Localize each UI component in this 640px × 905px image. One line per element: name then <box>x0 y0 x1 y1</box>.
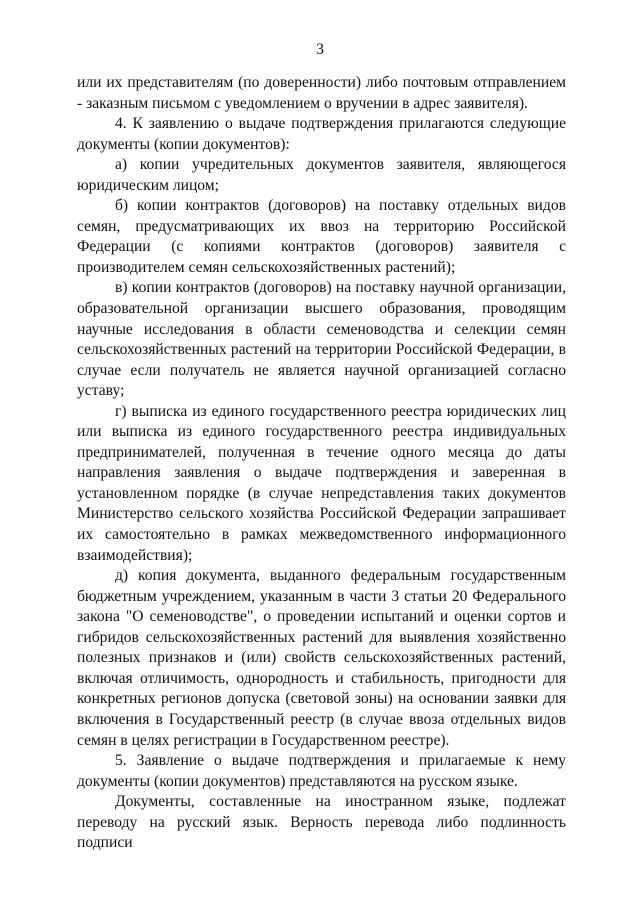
paragraph-item-5: 5. Заявление о выдаче подтверждения и прилагаемые к нему документы (копии документов) представляются на русском языке. <box>77 752 566 790</box>
document-body <box>77 73 566 854</box>
paragraph-subitem-v: в) копии контрактов (договоров) на поставку научной организации, образовательной организации высшего образования, проводящим научные исследования в области семеноводства и селекции семян сельскохозяйственных растений на территории Российской Федерации, в случае если получатель не является научной организацией согласно уставу; <box>77 279 566 400</box>
paragraph-item-4: 4. К заявлению о выдаче подтверждения прилагаются следующие документы (копии документов): <box>77 115 566 153</box>
paragraph-subitem-d: д) копия документа, выданного федеральным государственным бюджетным учреждением, указанным в части 3 статьи 20 Федерального закона "О семеноводстве", о проведении испытаний и оценки сортов и гибридов сельскохозяйственных растений для выявления хозяйственно полезных признаков и (или) свойств сельскохозяйственных растений, включая отличимость, однородность и стабильность, пригодности для конкретных регионов допуска (световой зоны) на основании заявки для включения в Государственный реестр (в случае ввоза отдельных видов семян в целях регистрации в Государственном реестре). <box>77 567 566 749</box>
paragraph-foreign-documents: Документы, составленные на иностранном языке, подлежат переводу на русский язык. Верность перевода либо подлинность подписи <box>77 793 566 852</box>
paragraph-intro-continuation: или их представителям (по доверенности) либо почтовым отправлением - заказным письмом с уведомлением о вручении в адрес заявителя). <box>77 74 566 112</box>
page-number: 3 <box>316 41 324 58</box>
paragraph-subitem-a: а) копии учредительных документов заявителя, являющегося юридическим лицом; <box>77 156 566 194</box>
paragraph-subitem-b: б) копии контрактов (договоров) на поставку отдельных видов семян, предусматривающих их ввоз на территорию Российской Федерации (с копиями контрактов (договоров) заявителя с производителем семян сельскохозяйственных растений); <box>77 197 566 276</box>
paragraph-subitem-g: г) выписка из единого государственного реестра юридических лиц или выписка из единого государственного реестра индивидуальных предпринимателей, полученная в течение одного месяца до даты направления заявления о выдаче подтверждения и заверенная в установленном порядке (в случае непредставления таких документов Министерство сельского хозяйства Российской Федерации запрашивает их самостоятельно в рамках межведомственного информационного взаимодействия); <box>77 402 566 564</box>
